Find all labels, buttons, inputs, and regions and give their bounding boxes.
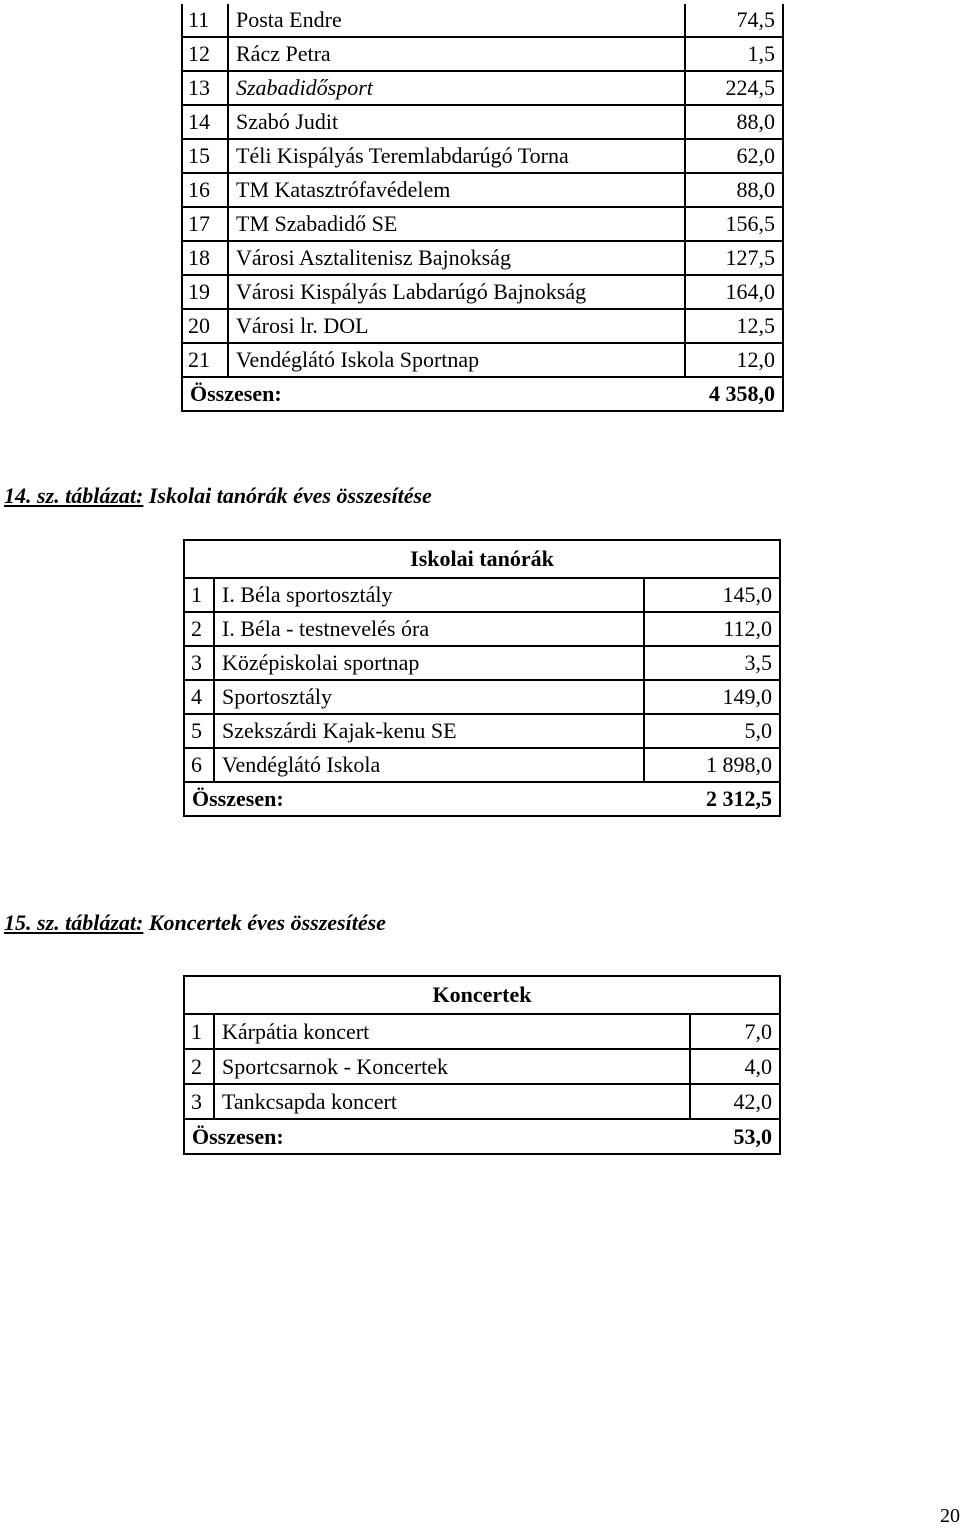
total-label: Összesen: xyxy=(182,377,685,411)
row-index: 20 xyxy=(182,309,228,343)
table-row xyxy=(184,680,780,714)
row-name: Középiskolai sportnap xyxy=(214,646,644,680)
row-index: 1 xyxy=(184,578,214,612)
table-row xyxy=(184,612,780,646)
row-name: Sportcsarnok - Koncertek xyxy=(214,1049,690,1084)
row-name: Tankcsapda koncert xyxy=(214,1084,690,1119)
table-row xyxy=(182,241,783,275)
row-value: 88,0 xyxy=(685,105,783,139)
table-row xyxy=(184,646,780,680)
row-name: Szabadidősport xyxy=(228,71,685,105)
table-total-row xyxy=(182,377,783,411)
total-label: Összesen: xyxy=(184,782,644,816)
page-number: 20 xyxy=(940,1505,960,1527)
row-name: TM Szabadidő SE xyxy=(228,207,685,241)
table-row xyxy=(184,1049,780,1084)
row-value: 156,5 xyxy=(685,207,783,241)
row-value: 112,0 xyxy=(644,612,780,646)
row-index: 12 xyxy=(182,37,228,71)
row-name: TM Katasztrófavédelem xyxy=(228,173,685,207)
school-lessons-table xyxy=(183,539,781,817)
table-row xyxy=(182,105,783,139)
caption-title: Iskolai tanórák éves összesítése xyxy=(148,483,432,508)
table-row xyxy=(182,139,783,173)
row-name: Vendéglátó Iskola Sportnap xyxy=(228,343,685,377)
table-total-row xyxy=(184,782,780,816)
events-table-continued xyxy=(181,4,784,412)
caption-prefix: 15. sz. táblázat: xyxy=(4,910,144,935)
table-row xyxy=(182,309,783,343)
table-caption-14 xyxy=(4,483,432,509)
row-value: 224,5 xyxy=(685,71,783,105)
row-index: 15 xyxy=(182,139,228,173)
row-value: 3,5 xyxy=(644,646,780,680)
row-name: I. Béla - testnevelés óra xyxy=(214,612,644,646)
table-row xyxy=(182,37,783,71)
row-value: 145,0 xyxy=(644,578,780,612)
row-name: Városi Kispályás Labdarúgó Bajnokság xyxy=(228,275,685,309)
table-total-row xyxy=(184,1119,780,1154)
table-row xyxy=(182,173,783,207)
row-value: 7,0 xyxy=(690,1014,780,1049)
row-name: Vendéglátó Iskola xyxy=(214,748,644,782)
total-value: 4 358,0 xyxy=(685,377,783,411)
row-index: 13 xyxy=(182,71,228,105)
table-row xyxy=(182,343,783,377)
row-name: Városi lr. DOL xyxy=(228,309,685,343)
row-name: Rácz Petra xyxy=(228,37,685,71)
row-index: 3 xyxy=(184,1084,214,1119)
row-name: Szekszárdi Kajak-kenu SE xyxy=(214,714,644,748)
row-index: 4 xyxy=(184,680,214,714)
row-index: 1 xyxy=(184,1014,214,1049)
table-header: Koncertek xyxy=(184,976,780,1014)
row-name: Sportosztály xyxy=(214,680,644,714)
row-index: 17 xyxy=(182,207,228,241)
total-label: Összesen: xyxy=(184,1119,690,1154)
row-index: 3 xyxy=(184,646,214,680)
row-index: 6 xyxy=(184,748,214,782)
table-row xyxy=(184,578,780,612)
row-index: 18 xyxy=(182,241,228,275)
table-row xyxy=(182,4,783,37)
concerts-table xyxy=(183,975,781,1155)
table-row xyxy=(184,1084,780,1119)
caption-title: Koncertek éves összesítése xyxy=(148,910,386,935)
row-index: 2 xyxy=(184,612,214,646)
row-index: 5 xyxy=(184,714,214,748)
table-row xyxy=(184,1014,780,1049)
row-value: 42,0 xyxy=(690,1084,780,1119)
row-name: Posta Endre xyxy=(228,4,685,37)
table-row xyxy=(184,714,780,748)
table-row xyxy=(182,275,783,309)
row-value: 62,0 xyxy=(685,139,783,173)
row-index: 2 xyxy=(184,1049,214,1084)
row-value: 164,0 xyxy=(685,275,783,309)
row-index: 21 xyxy=(182,343,228,377)
row-value: 4,0 xyxy=(690,1049,780,1084)
row-value: 1,5 xyxy=(685,37,783,71)
table-row xyxy=(182,207,783,241)
row-value: 1 898,0 xyxy=(644,748,780,782)
row-index: 14 xyxy=(182,105,228,139)
row-value: 88,0 xyxy=(685,173,783,207)
row-name: Szabó Judit xyxy=(228,105,685,139)
total-value: 53,0 xyxy=(690,1119,780,1154)
row-index: 16 xyxy=(182,173,228,207)
table-row xyxy=(184,748,780,782)
row-name: Téli Kispályás Teremlabdarúgó Torna xyxy=(228,139,685,173)
table-row xyxy=(182,71,783,105)
row-value: 127,5 xyxy=(685,241,783,275)
row-name: Városi Asztalitenisz Bajnokság xyxy=(228,241,685,275)
row-index: 11 xyxy=(182,4,228,37)
caption-prefix: 14. sz. táblázat: xyxy=(4,483,144,508)
table-header: Iskolai tanórák xyxy=(184,540,780,578)
row-value: 5,0 xyxy=(644,714,780,748)
row-name: I. Béla sportosztály xyxy=(214,578,644,612)
row-value: 74,5 xyxy=(685,4,783,37)
total-value: 2 312,5 xyxy=(644,782,780,816)
row-value: 12,0 xyxy=(685,343,783,377)
row-name: Kárpátia koncert xyxy=(214,1014,690,1049)
row-value: 149,0 xyxy=(644,680,780,714)
table-caption-15 xyxy=(4,910,386,936)
row-value: 12,5 xyxy=(685,309,783,343)
row-index: 19 xyxy=(182,275,228,309)
